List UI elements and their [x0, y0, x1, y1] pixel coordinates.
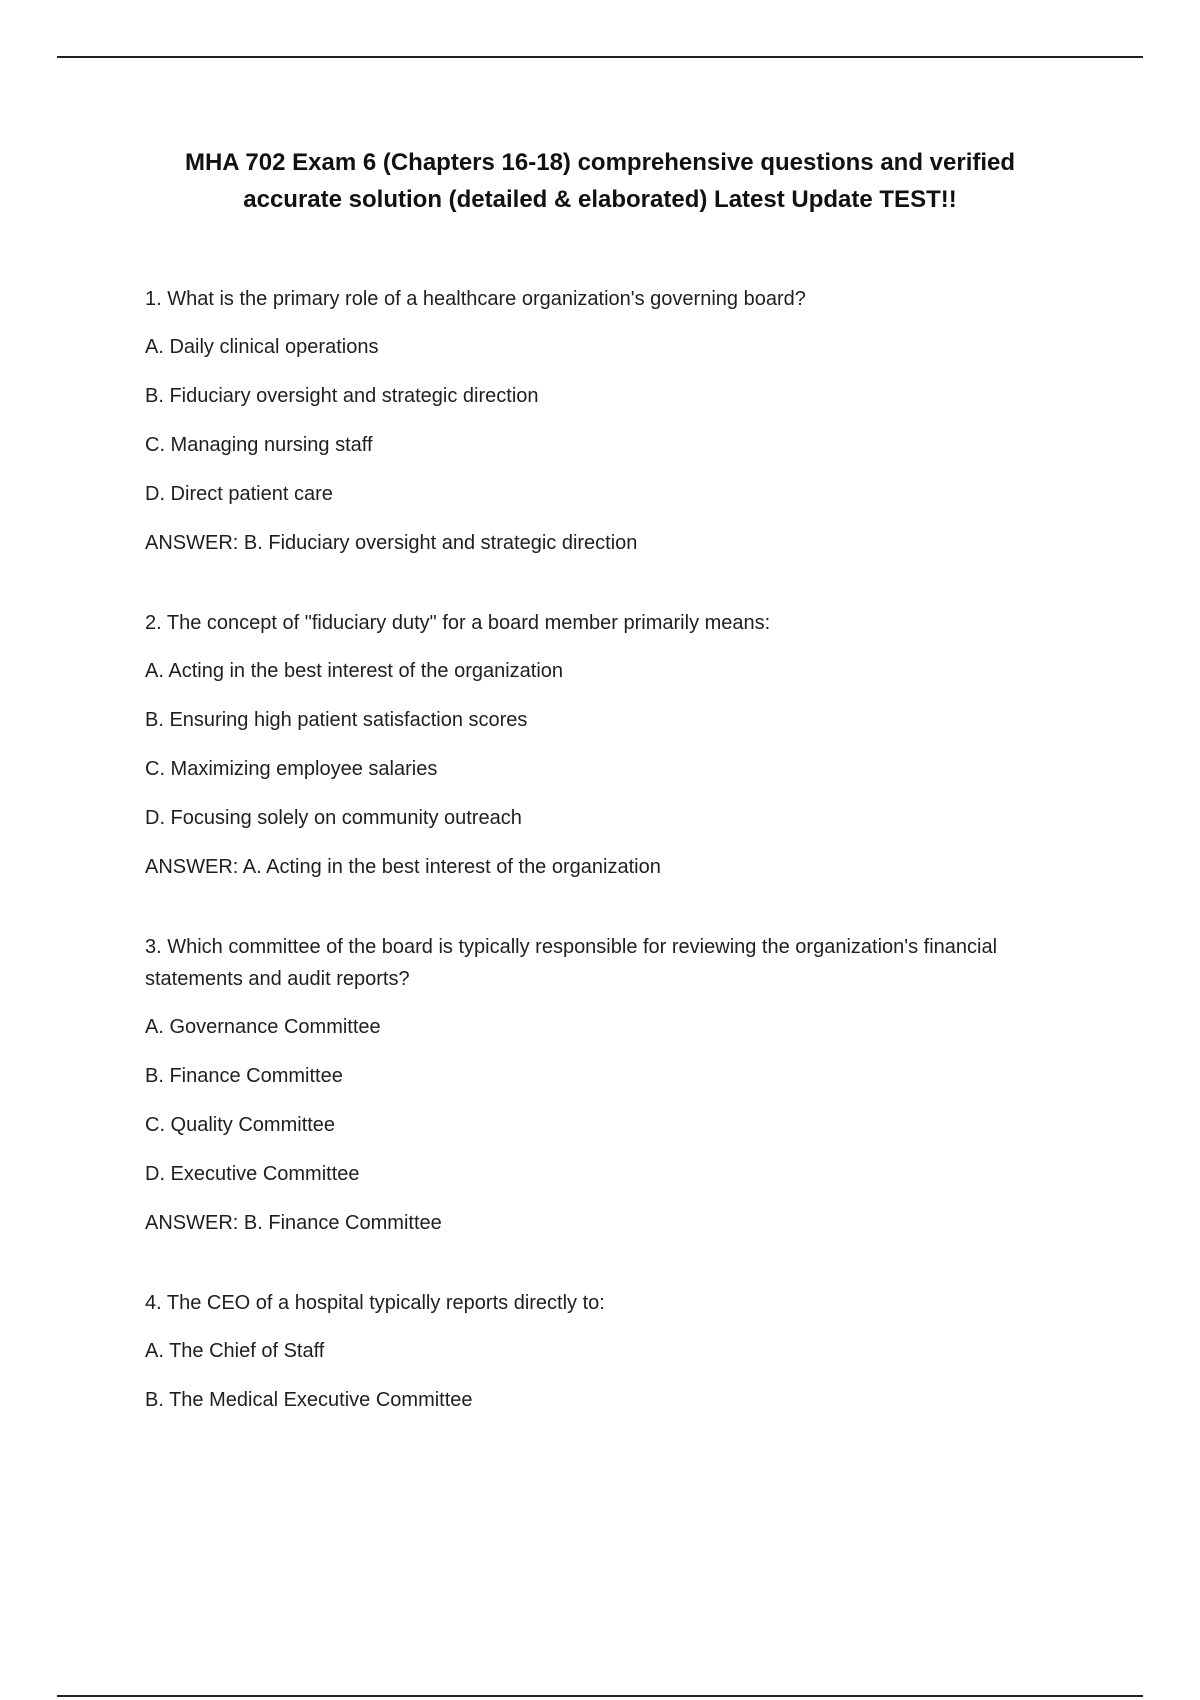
answer-option: B. Fiduciary oversight and strategic direction [145, 385, 539, 407]
top-divider [57, 56, 1143, 58]
answer-key: ANSWER: B. Fiduciary oversight and strategic direction [145, 532, 638, 554]
answer-option: D. Focusing solely on community outreach [145, 807, 522, 829]
bottom-divider [57, 1695, 1143, 1697]
answer-option: A. Daily clinical operations [145, 336, 379, 358]
answer-option: D. Direct patient care [145, 483, 333, 505]
answer-option: A. The Chief of Staff [145, 1340, 325, 1362]
answer-option: D. Executive Committee [145, 1163, 360, 1185]
answer-option: C. Managing nursing staff [145, 434, 373, 456]
question-text: 1. What is the primary role of a healthcare organization's governing board? [145, 288, 806, 310]
answer-option: B. The Medical Executive Committee [145, 1389, 473, 1411]
question-text: 3. Which committee of the board is typically responsible for reviewing the organization's financial statements and audit reports? [145, 936, 998, 990]
question-list [145, 283, 1065, 1464]
answer-option: C. Quality Committee [145, 1114, 336, 1136]
question-text: 2. The concept of "fiduciary duty" for a board member primarily means: [145, 612, 771, 634]
document-title: MHA 702 Exam 6 (Chapters 16-18) comprehensive questions and verified accurate solution (detailed & elaborated) Latest Update TEST!! [184, 149, 1016, 213]
question-block-4 [145, 1287, 1065, 1416]
question-block-1 [145, 283, 1065, 559]
answer-option: B. Finance Committee [145, 1065, 343, 1087]
question-text: 4. The CEO of a hospital typically reports directly to: [145, 1292, 605, 1314]
answer-option: B. Ensuring high patient satisfaction scores [145, 709, 528, 731]
answer-option: C. Maximizing employee salaries [145, 758, 438, 780]
question-block-2 [145, 607, 1065, 883]
answer-option: A. Acting in the best interest of the organization [145, 660, 564, 682]
answer-key: ANSWER: B. Finance Committee [145, 1212, 442, 1234]
answer-option: A. Governance Committee [145, 1016, 381, 1038]
answer-key: ANSWER: A. Acting in the best interest of the organization [145, 856, 661, 878]
question-block-3 [145, 931, 1065, 1239]
